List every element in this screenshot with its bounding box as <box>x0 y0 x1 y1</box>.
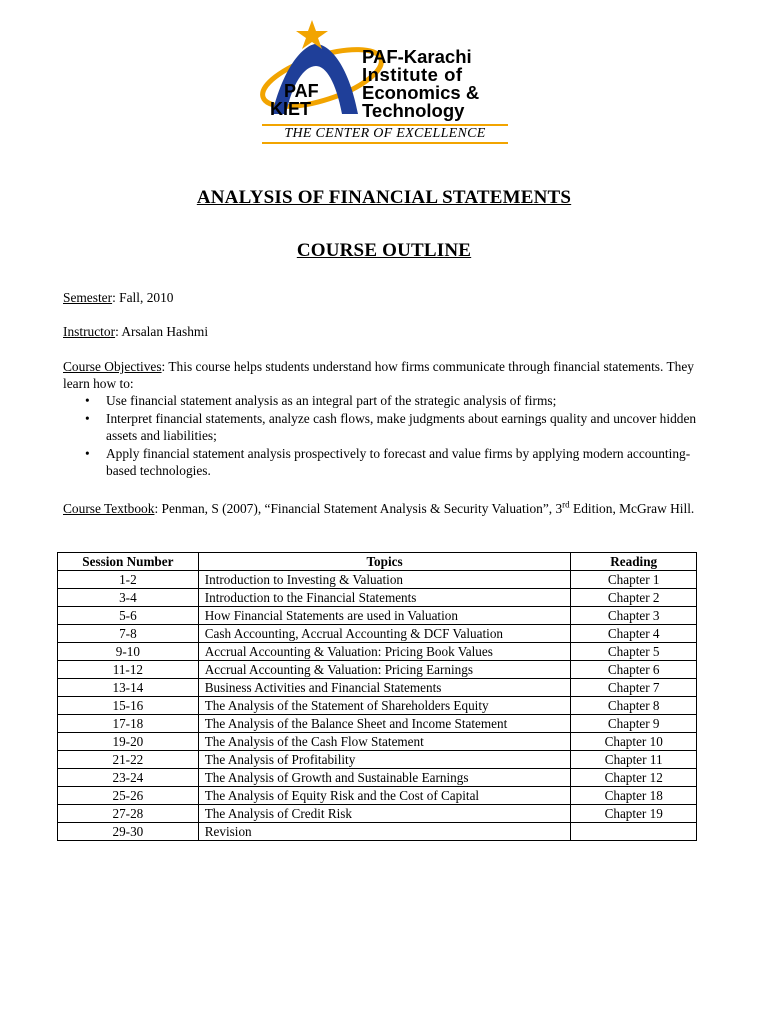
table-header-row <box>58 553 697 571</box>
session-cell: 21-22 <box>58 751 199 769</box>
table-row <box>58 697 697 715</box>
topic-cell: Accrual Accounting & Valuation: Pricing Book Values <box>198 643 571 661</box>
logo-name-line-4: Technology <box>362 100 465 121</box>
session-cell: 15-16 <box>58 697 199 715</box>
reading-cell <box>571 823 697 841</box>
semester-label: Semester <box>63 290 113 305</box>
topic-cell: Introduction to Investing & Valuation <box>198 571 571 589</box>
reading-cell: Chapter 3 <box>571 607 697 625</box>
logo-name-line-2: Institute of <box>362 64 463 85</box>
session-cell: 7-8 <box>58 625 199 643</box>
reading-cell: Chapter 6 <box>571 661 697 679</box>
document-subtitle: COURSE OUTLINE <box>296 240 472 261</box>
topic-cell: Introduction to the Financial Statements <box>198 589 571 607</box>
table-row <box>58 607 697 625</box>
objectives-label: Course Objectives <box>63 359 162 374</box>
topic-cell: The Analysis of the Cash Flow Statement <box>198 733 571 751</box>
textbook-text-end: Edition, McGraw Hill. <box>569 501 695 516</box>
reading-cell: Chapter 5 <box>571 643 697 661</box>
topic-cell: The Analysis of Credit Risk <box>198 805 571 823</box>
topic-cell: The Analysis of the Statement of Shareholders Equity <box>198 697 571 715</box>
reading-cell: Chapter 12 <box>571 769 697 787</box>
header-session-number: Session Number <box>58 553 199 571</box>
session-cell: 19-20 <box>58 733 199 751</box>
instructor-line <box>63 323 703 340</box>
list-item <box>63 392 703 409</box>
logo-name-line-1: PAF-Karachi <box>362 46 472 67</box>
session-cell: 1-2 <box>58 571 199 589</box>
topic-cell: Cash Accounting, Accrual Accounting & DCF Valuation <box>198 625 571 643</box>
bullet-icon: • <box>85 446 90 461</box>
logo-short-line-2: KIET <box>270 99 312 119</box>
topic-cell: Business Activities and Financial Statements <box>198 679 571 697</box>
session-cell: 9-10 <box>58 643 199 661</box>
bullet-icon: • <box>85 393 90 408</box>
topic-cell: Revision <box>198 823 571 841</box>
textbook-text: : Penman, S (2007), “Financial Statement Analysis & Security Valuation”, 3 <box>154 501 563 516</box>
document-title: ANALYSIS OF FINANCIAL STATEMENTS <box>196 187 572 208</box>
table-row <box>58 823 697 841</box>
reading-cell: Chapter 18 <box>571 787 697 805</box>
objectives-paragraph <box>63 358 703 392</box>
session-cell: 17-18 <box>58 715 199 733</box>
session-cell: 27-28 <box>58 805 199 823</box>
instructor-value: : Arsalan Hashmi <box>115 324 209 339</box>
textbook-edition-suffix: rd <box>562 499 570 510</box>
list-item <box>63 410 703 444</box>
textbook-label: Course Textbook <box>63 501 155 516</box>
reading-cell: Chapter 7 <box>571 679 697 697</box>
session-cell: 13-14 <box>58 679 199 697</box>
session-cell: 29-30 <box>58 823 199 841</box>
textbook-paragraph <box>63 500 703 517</box>
table-row <box>58 787 697 805</box>
semester-line <box>63 289 703 306</box>
objective-text: Interpret financial statements, analyze cash flows, make judgments about earnings quality and uncover hidden assets and liabilities; <box>106 411 697 443</box>
session-cell: 5-6 <box>58 607 199 625</box>
reading-cell: Chapter 8 <box>571 697 697 715</box>
table-row <box>58 715 697 733</box>
logo-tagline: THE CENTER OF EXCELLENCE <box>262 124 508 144</box>
reading-cell: Chapter 10 <box>571 733 697 751</box>
logo-short-name <box>270 82 319 118</box>
objective-text: Apply financial statement analysis prospectively to forecast and value firms by applying modern accounting-based technologies. <box>106 446 691 478</box>
reading-cell: Chapter 19 <box>571 805 697 823</box>
reading-cell: Chapter 9 <box>571 715 697 733</box>
logo-short-line-1: PAF <box>284 81 319 101</box>
logo-institute-name <box>362 48 479 120</box>
session-cell: 3-4 <box>58 589 199 607</box>
topic-cell: The Analysis of the Balance Sheet and Income Statement <box>198 715 571 733</box>
session-cell: 25-26 <box>58 787 199 805</box>
topic-cell: Accrual Accounting & Valuation: Pricing Earnings <box>198 661 571 679</box>
bullet-icon: • <box>85 411 90 426</box>
table-row <box>58 661 697 679</box>
table-row <box>58 805 697 823</box>
header-reading: Reading <box>571 553 697 571</box>
session-cell: 23-24 <box>58 769 199 787</box>
session-cell: 11-12 <box>58 661 199 679</box>
semester-value: : Fall, 2010 <box>112 290 174 305</box>
header-topics: Topics <box>198 553 571 571</box>
table-row <box>58 571 697 589</box>
table-row <box>58 589 697 607</box>
table-row <box>58 625 697 643</box>
objectives-list <box>63 392 703 480</box>
course-schedule-table <box>57 552 697 841</box>
reading-cell: Chapter 11 <box>571 751 697 769</box>
reading-cell: Chapter 4 <box>571 625 697 643</box>
objective-text: Use financial statement analysis as an integral part of the strategic analysis of firms; <box>106 393 557 408</box>
topic-cell: How Financial Statements are used in Valuation <box>198 607 571 625</box>
reading-cell: Chapter 2 <box>571 589 697 607</box>
institute-logo <box>256 18 514 142</box>
table-row <box>58 733 697 751</box>
instructor-label: Instructor <box>63 324 116 339</box>
logo-name-line-3: Economics & <box>362 82 480 103</box>
table-row <box>58 679 697 697</box>
topic-cell: The Analysis of Growth and Sustainable Earnings <box>198 769 571 787</box>
table-row <box>58 751 697 769</box>
table-row <box>58 769 697 787</box>
table-row <box>58 643 697 661</box>
objectives-intro: : This course helps students understand how firms communicate through financial statements. They learn how to: <box>63 359 694 391</box>
list-item <box>63 445 703 479</box>
topic-cell: The Analysis of Equity Risk and the Cost of Capital <box>198 787 571 805</box>
topic-cell: The Analysis of Profitability <box>198 751 571 769</box>
reading-cell: Chapter 1 <box>571 571 697 589</box>
